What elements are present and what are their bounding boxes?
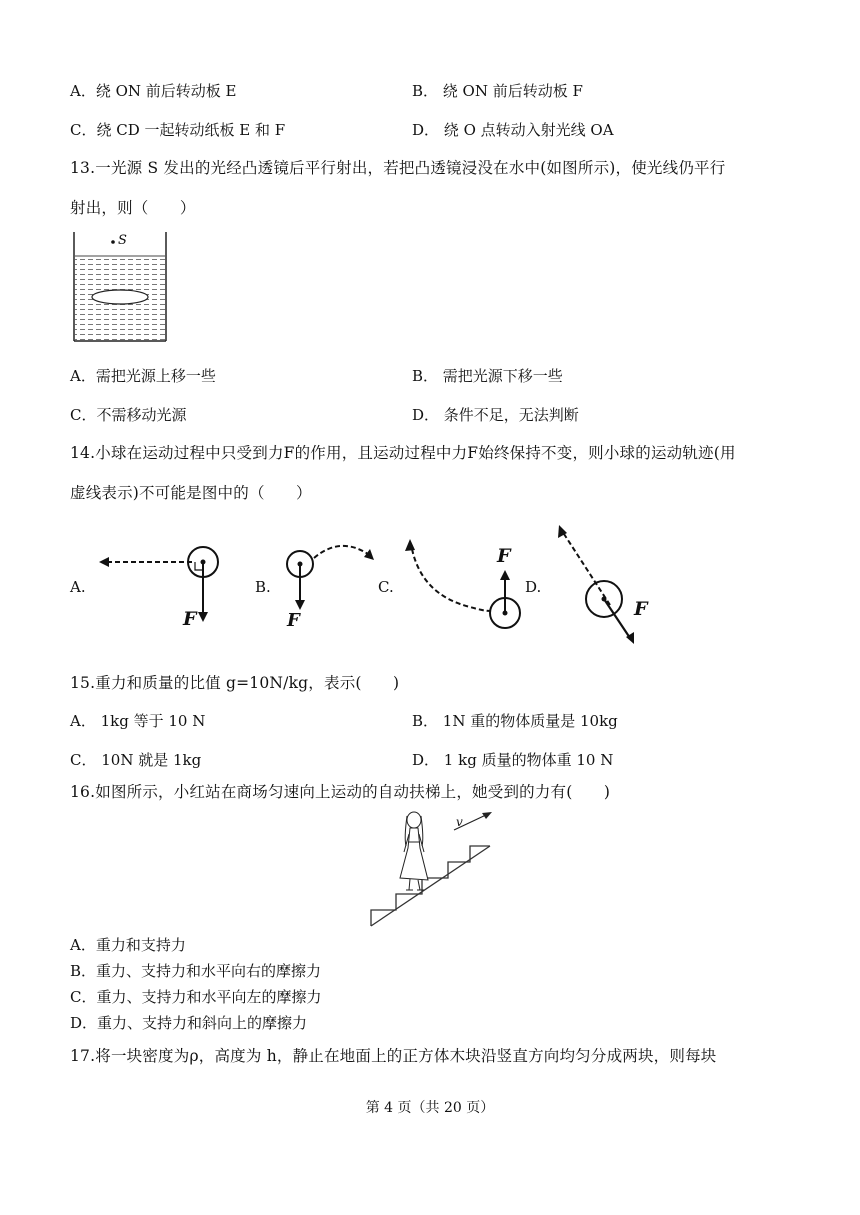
q13-option-c: C．不需移动光源	[70, 406, 187, 424]
q14-figure-a	[95, 540, 225, 640]
q14-stem-line2: 虚线表示)不可能是图中的（ ）	[70, 484, 312, 502]
q16-option-c: C．重力、支持力和水平向左的摩擦力	[70, 988, 322, 1006]
q12-option-d: D． 绕 O 点转动入射光线 OA	[412, 121, 614, 139]
q12-option-a: A．绕 ON 前后转动板 E	[70, 82, 237, 100]
q13-option-d: D． 条件不足，无法判断	[412, 406, 579, 424]
q14-figure-b-label: B.	[255, 578, 271, 596]
q13-source-label: S	[118, 233, 127, 248]
q12-option-c: C．绕 CD 一起转动纸板 E 和 F	[70, 121, 286, 139]
q14-figure-d-force-label: F	[634, 598, 648, 620]
q13-stem-line1: 13.一光源 S 发出的光经凸透镜后平行射出，若把凸透镜浸没在水中(如图所示)，使光线仍平行	[70, 159, 726, 177]
q15-option-a: A． 1kg 等于 10 N	[70, 712, 206, 730]
q13-option-a: A．需把光源上移一些	[70, 367, 216, 385]
q16-velocity-label: v	[456, 815, 463, 829]
q15-option-c: C． 10N 就是 1kg	[70, 751, 202, 769]
q14-stem-line1: 14.小球在运动过程中只受到力F的作用，且运动过程中力F始终保持不变，则小球的运动轨迹(用	[70, 444, 736, 462]
page-footer: 第 4 页（共 20 页）	[365, 1100, 495, 1116]
q14-figure-d	[550, 520, 670, 650]
q13-lens-in-water-figure	[72, 232, 168, 344]
q14-figure-c-force-label: F	[497, 545, 511, 567]
q16-option-b: B．重力、支持力和水平向右的摩擦力	[70, 962, 322, 980]
q13-option-b: B． 需把光源下移一些	[412, 367, 563, 385]
q17-stem-line1: 17.将一块密度为ρ，高度为 h，静止在地面上的正方体木块沿竖直方向均匀分成两块，则每块	[70, 1047, 717, 1065]
q16-stem: 16.如图所示，小红站在商场匀速向上运动的自动扶梯上，她受到的力有( )	[70, 783, 611, 801]
girl-figure-icon	[400, 812, 428, 890]
q16-escalator-figure	[368, 808, 496, 932]
q14-figure-c-label: C.	[378, 578, 394, 596]
q15-stem: 15.重力和质量的比值 g=10N/kg，表示( )	[70, 674, 400, 692]
q12-option-b: B． 绕 ON 前后转动板 F	[412, 82, 583, 100]
q16-option-a: A．重力和支持力	[70, 936, 186, 954]
q14-figure-b-force-label: F	[287, 610, 300, 631]
q16-option-d: D．重力、支持力和斜向上的摩擦力	[70, 1014, 308, 1032]
q14-figure-d-label: D.	[525, 578, 542, 596]
q15-option-d: D． 1 kg 质量的物体重 10 N	[412, 751, 614, 769]
q14-figure-a-label: A.	[70, 578, 86, 596]
q14-figure-b	[280, 540, 380, 620]
q13-stem-line2: 射出，则（ ）	[70, 199, 196, 217]
q15-option-b: B． 1N 重的物体质量是 10kg	[412, 712, 618, 730]
q14-figure-a-force-label: F	[183, 608, 197, 630]
